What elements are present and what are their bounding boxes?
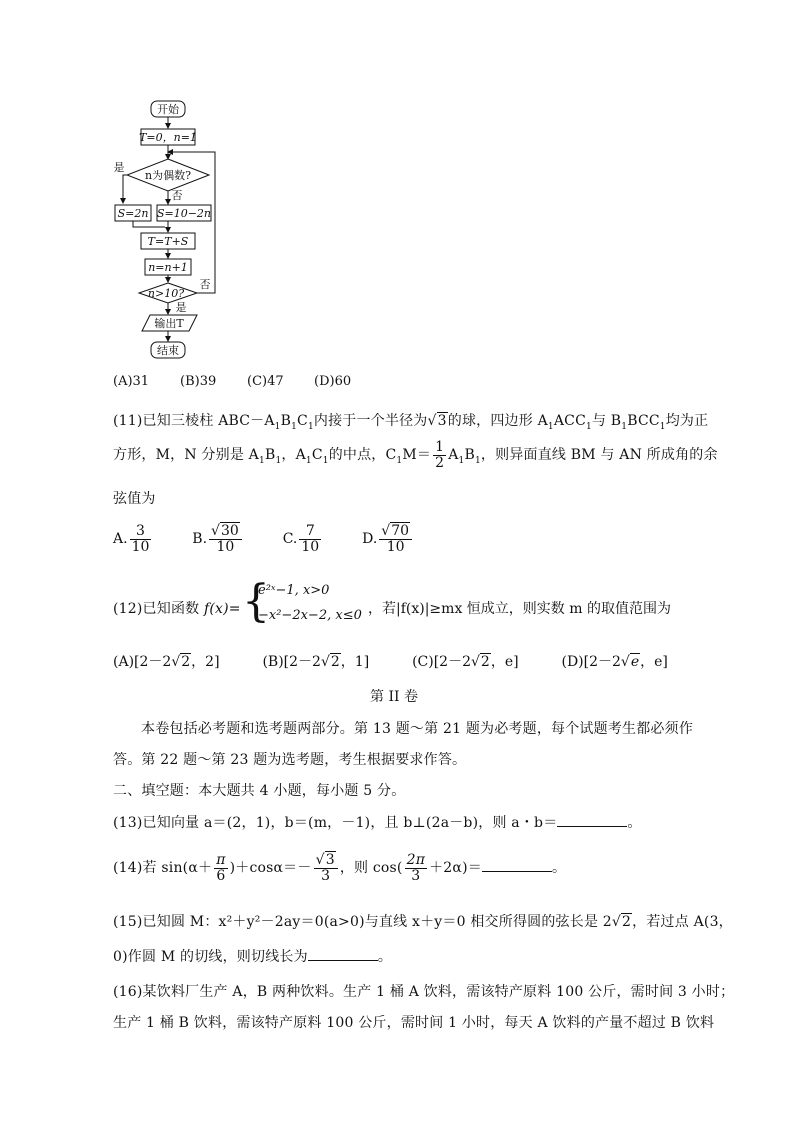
flow-yes2: 是	[175, 301, 187, 314]
flow-end: 结束	[157, 344, 179, 357]
q12-case1: e²ˣ−1, x>0	[258, 583, 330, 598]
q10-option-a: (A)31	[113, 374, 150, 389]
q16-line2: 生产 1 桶 B 饮料，需该特产原料 100 公斤，需时间 1 小时，每天 A 饮料的产量不超过 B 饮料	[113, 1015, 715, 1031]
flow-init: T=0，n=1	[139, 131, 197, 144]
q11-line3: 弦值为	[113, 491, 156, 507]
part2-intro-line1: 本卷包括必考题和选考题两部分。第 13 题～第 21 题为必考题，每个试题考生都必须作	[141, 721, 694, 737]
q11-line1: (11)已知三棱柱 $ABC-A_1B_1C_1$内接于一个半径为√3的球，四边形 $A_1ACC_1$与 $B_1BCC_1$均为正	[113, 413, 709, 432]
q11-line2: 方形，M，N 分别是 $A_1B_1$，$A_1C_1$的中点，$C_1M=$ $\frac{1}{2}$ $A_1B_1$，则异面直线 BM 与 AN 所成角的余	[113, 439, 718, 471]
q12-options: (A)[2－2√2，2] (B)[2－2√2，1] (C)[2－2√2，e] (D)[2－2√e，e]	[113, 654, 668, 670]
part2-intro-line2: 答。第 22 题～第 23 题为选考题，考生根据要求作答。	[113, 752, 467, 768]
q14: (14)若 sin(α＋ $\frac{\pi}{6}$ )＋cosα＝－ $\frac{√3}{3}$ ，则 cos( $\frac{2\pi}{3}$ ＋2α)＝ 。	[113, 852, 567, 884]
part2-heading: 第 II 卷	[370, 689, 418, 705]
q12-case2: −x²−2x−2, x≤0	[258, 608, 362, 623]
flow-start: 开始	[157, 103, 179, 116]
flow-even: S=2n	[117, 207, 149, 220]
q10-option-b: (B)39	[180, 374, 217, 389]
q16-line1: (16)某饮料厂生产 A，B 两种饮料。生产 1 桶 A 饮料，需该特产原料 100 公斤，需时间 3 小时；	[113, 984, 735, 1000]
q11-half-fraction: $\frac{1}{2}$	[435, 439, 445, 471]
q12-suffix: ，若|f(x)|≥mx 恒成立，则实数 m 的取值范围为	[368, 601, 671, 617]
q15-line1: (15)已知圆 M：x²＋y²－2ay＝0(a>0)与直线 x＋y＝0 相交所得圆的弦长是 2√2，若过点 A(3，	[113, 914, 733, 930]
flow-decision-ten-label: n>10?	[147, 287, 185, 300]
q10-options	[113, 374, 351, 389]
flow-output: 输出T	[154, 317, 184, 330]
q12-prefix: (12)已知函数 f(x)=	[113, 601, 241, 617]
q10-option-c: (C)47	[247, 374, 284, 389]
q13: (13)已知向量 a＝(2，1)，b＝(m，－1)，且 b⊥(2a－b)，则 a・b＝ 。	[113, 815, 642, 831]
flow-odd: S=10−2n	[156, 207, 212, 220]
flow-no2: 否	[199, 278, 211, 291]
section-fill-blank: 二、填空题：本大题共 4 小题，每小题 5 分。	[113, 783, 406, 799]
q10-option-d: (D)60	[314, 374, 352, 389]
q12-brace: {	[242, 576, 270, 627]
q11-options: A. $\frac{3}{10}$ B. $\frac{√30}{10}$ C. $\frac{7}{10}$ D. $\frac{√70}{10}$	[113, 524, 414, 554]
flow-no1: 否	[171, 189, 183, 202]
flowchart	[105, 95, 230, 365]
flow-decision-even-label: n为偶数?	[145, 169, 191, 182]
flow-accumulate: T=T+S	[147, 235, 189, 248]
flow-yes1: 是	[113, 161, 125, 174]
q15-line2: 0)作圆 M 的切线，则切线长为 。	[113, 949, 393, 965]
flow-increment: n=n+1	[148, 261, 188, 274]
